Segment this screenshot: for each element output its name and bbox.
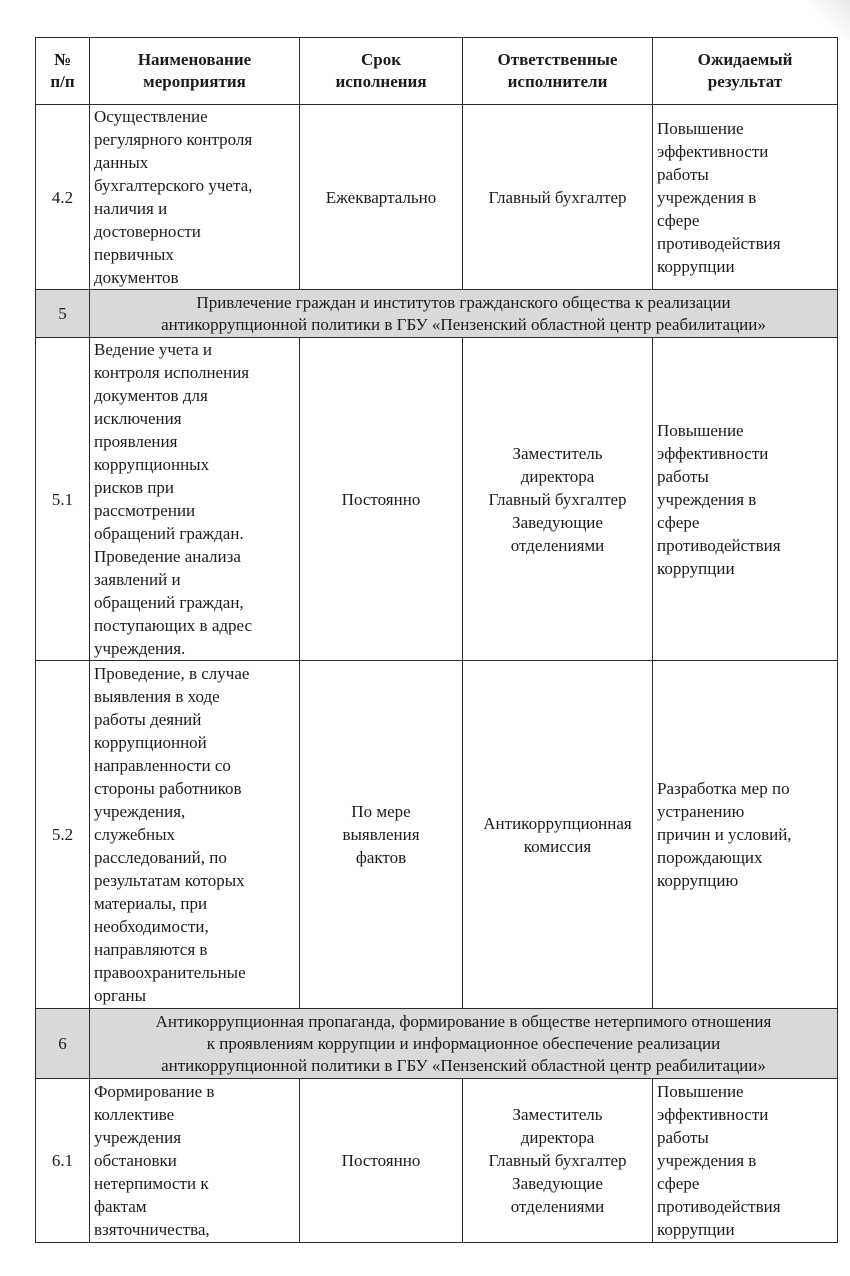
row-deadline: Постоянно (300, 1079, 463, 1243)
section-title: Антикоррупционная пропаганда, формирование в обществе нетерпимого отношения к проявлениям коррупции и информационное обеспечение реализации антикоррупционной политики в ГБУ «Пензенский областной центр реабилитации» (90, 1009, 838, 1079)
header-activity-name: Наименование мероприятия (90, 38, 300, 105)
row-deadline: Ежеквартально (300, 105, 463, 290)
header-responsible: Ответственные исполнители (463, 38, 653, 105)
row-result: Повышение эффективности работы учреждения в сфере противодействия коррупции (653, 338, 838, 661)
row-number: 5.1 (36, 338, 90, 661)
table-header-row (36, 38, 838, 105)
section-row (36, 1009, 838, 1079)
row-result: Разработка мер по устранению причин и условий, порождающих коррупцию (653, 661, 838, 1009)
section-title: Привлечение граждан и институтов гражданского общества к реализации антикоррупционной политики в ГБУ «Пензенский областной центр реабилитации» (90, 290, 838, 338)
page-corner-fold (810, 0, 850, 40)
row-number: 4.2 (36, 105, 90, 290)
section-row (36, 290, 838, 338)
action-plan-table (35, 37, 838, 1243)
table-row (36, 105, 838, 290)
table-row (36, 661, 838, 1009)
header-deadline: Срок исполнения (300, 38, 463, 105)
row-number: 6.1 (36, 1079, 90, 1243)
row-deadline: Постоянно (300, 338, 463, 661)
header-number: № п/п (36, 38, 90, 105)
row-activity: Формирование в коллективе учреждения обстановки нетерпимости к фактам взяточничества, (90, 1079, 300, 1243)
row-activity: Проведение, в случае выявления в ходе работы деяний коррупционной направленности со стороны работников учреждения, служебных расследований, по результатам которых материалы, при необходимости, направляются в правоохранительные органы (90, 661, 300, 1009)
header-expected-result: Ожидаемый результат (653, 38, 838, 105)
row-activity: Осуществление регулярного контроля данных бухгалтерского учета, наличия и достоверности первичных документов (90, 105, 300, 290)
section-number: 6 (36, 1009, 90, 1079)
row-responsible: Главный бухгалтер (463, 105, 653, 290)
section-number: 5 (36, 290, 90, 338)
row-responsible: Антикоррупционная комиссия (463, 661, 653, 1009)
row-responsible: Заместитель директора Главный бухгалтер Заведующие отделениями (463, 1079, 653, 1243)
row-result: Повышение эффективности работы учреждения в сфере противодействия коррупции (653, 105, 838, 290)
table-row (36, 338, 838, 661)
row-activity: Ведение учета и контроля исполнения документов для исключения проявления коррупционных рисков при рассмотрении обращений граждан. Проведение анализа заявлений и обращений граждан, поступающих в адрес учреждения. (90, 338, 300, 661)
row-responsible: Заместитель директора Главный бухгалтер Заведующие отделениями (463, 338, 653, 661)
table-row (36, 1079, 838, 1243)
row-number: 5.2 (36, 661, 90, 1009)
row-deadline: По мере выявления фактов (300, 661, 463, 1009)
row-result: Повышение эффективности работы учреждения в сфере противодействия коррупции (653, 1079, 838, 1243)
